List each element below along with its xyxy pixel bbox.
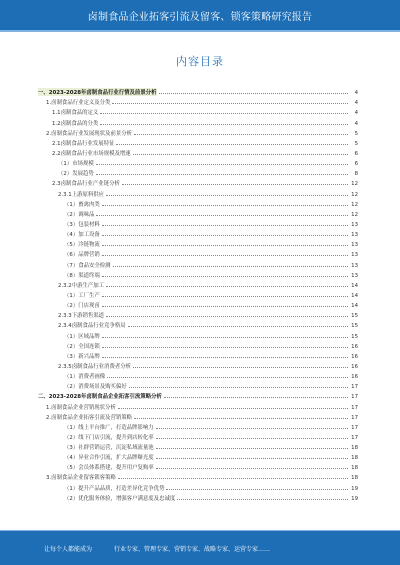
toc-entry[interactable] (38, 187, 358, 197)
toc-page-number: 12 (351, 211, 358, 218)
toc-dot-leader (118, 478, 348, 479)
toc-entry[interactable] (38, 492, 358, 502)
toc-entry[interactable] (38, 471, 358, 481)
toc-entry[interactable] (38, 269, 358, 279)
toc-page-number: 6 (354, 161, 358, 168)
toc-dot-leader (102, 225, 348, 226)
toc-entry-label: 2.3.5卤制食品行业消费者分析 (58, 363, 132, 370)
toc-page-number: 18 (351, 465, 358, 472)
toc-entry-label: 2.2卤制食品行业市场规模及增速 (52, 150, 131, 157)
toc-dot-leader (96, 215, 348, 216)
toc-entry-label: 一、2023-2028年卤制食品行业行情及前景分析 (38, 90, 157, 97)
footer-tagline: 行业专家、管理专家、营销专家、战略专家、运营专家…… (114, 545, 271, 553)
toc-entry-label: 2.3.1上游原料供应 (58, 191, 105, 198)
toc-dot-leader (102, 296, 348, 297)
toc-entry-label: （5）会员体系搭建，提升用户复购率 (64, 465, 154, 472)
toc-dot-leader (156, 468, 348, 469)
header-bar (0, 0, 400, 30)
toc-entry[interactable] (38, 167, 358, 177)
toc-page-number: 4 (354, 120, 358, 127)
toc-page-number: 16 (351, 374, 358, 381)
toc-entry-label: 2.1卤制食品行业发展特征 (52, 140, 115, 147)
toc-entry[interactable] (38, 279, 358, 289)
toc-entry[interactable] (38, 86, 358, 96)
toc-dot-leader (156, 458, 348, 459)
toc-entry-label: （3）包装材料 (64, 221, 100, 228)
toc-entry[interactable] (38, 137, 358, 147)
toc-entry-label: （1）消费者画像 (64, 374, 106, 381)
toc-entry-label: 2.卤制食品行业发展现状及前景分析 (46, 130, 133, 137)
toc-page-number: 17 (351, 394, 358, 401)
toc-entry-label: 2.卤制食品企业拓客引流及营销策略 (46, 414, 133, 421)
toc-page-number: 16 (351, 353, 358, 360)
toc-entry[interactable] (38, 481, 358, 491)
toc-entry-label: （1）提升产品品质，打造差异化竞争优势 (64, 485, 165, 492)
toc-entry-label: （4）异业合作引流，扩大品牌曝光度 (64, 455, 154, 462)
toc-page-number: 4 (354, 90, 358, 97)
toc-entry-label: （1）市场规模 (58, 161, 94, 168)
toc-page-number: 19 (351, 485, 358, 492)
toc-dot-leader (102, 255, 348, 256)
toc-entry[interactable] (38, 96, 358, 106)
toc-dot-leader (166, 489, 348, 490)
toc-heading: 内容目录 (176, 55, 224, 68)
toc-page-number: 14 (351, 303, 358, 310)
toc-entry-label: （2）调味品 (64, 211, 95, 218)
toc-page-number: 14 (351, 292, 358, 299)
toc-entry[interactable] (38, 461, 358, 471)
toc-dot-leader (96, 164, 348, 165)
toc-dot-leader (134, 134, 348, 135)
toc-dot-leader (102, 205, 348, 206)
toc-page-number: 13 (351, 221, 358, 228)
toc-page-number: 8 (354, 171, 358, 178)
toc-entry-label: （8）渠道终端 (64, 272, 100, 279)
toc-dot-leader (156, 438, 348, 439)
toc-entry[interactable] (38, 370, 358, 380)
toc-entry-label: （7）食品安全检测 (64, 262, 111, 269)
toc-entry-label: （1）区域品牌 (64, 333, 100, 340)
toc-entry-label: 2.3卤制食品行业产业链分析 (52, 181, 120, 188)
toc-entry-label: 1.2卤制食品的分类 (52, 120, 99, 127)
toc-page-number: 4 (354, 100, 358, 107)
toc-entry[interactable] (38, 299, 358, 309)
toc-page-number: 14 (351, 282, 358, 289)
toc-page-number: 16 (351, 363, 358, 370)
toc-entry[interactable] (38, 400, 358, 410)
toc-entry[interactable] (38, 319, 358, 329)
toc-entry[interactable] (38, 157, 358, 167)
toc-entry[interactable] (38, 441, 358, 451)
toc-dot-leader (122, 184, 348, 185)
toc-dot-leader (106, 316, 348, 317)
toc-dot-leader (102, 245, 348, 246)
toc-entry-label: （3）社群营销运营，沉淀私域流量池 (64, 445, 154, 452)
toc-dot-leader (156, 428, 348, 429)
toc-entry[interactable] (38, 451, 358, 461)
toc-entry[interactable] (38, 258, 358, 268)
toc-entry[interactable] (38, 208, 358, 218)
toc-entry-label: 1.卤制食品行业定义及分类 (46, 100, 111, 107)
toc-entry-label: （1）畜禽肉类 (64, 201, 100, 208)
toc-page-number: 18 (351, 455, 358, 462)
footer-slogan: 让每个人都能成为 (44, 545, 93, 553)
toc-page-number: 18 (351, 445, 358, 452)
toc-page-number: 6 (354, 150, 358, 157)
toc-dot-leader (133, 154, 348, 155)
toc-entry-label: （2）门店现卤 (64, 303, 100, 310)
toc-page-number: 5 (354, 130, 358, 137)
toc-entry[interactable] (38, 228, 358, 238)
toc-dot-leader (116, 144, 348, 145)
toc-entry-label: （1）工厂生产 (64, 292, 100, 299)
toc-entry[interactable] (38, 289, 358, 299)
toc-page-number: 17 (351, 414, 358, 421)
toc-entry[interactable] (38, 329, 358, 339)
toc-entry[interactable] (38, 147, 358, 157)
toc-dot-leader (112, 103, 348, 104)
toc-entry-label: （1）线上平台推广，打造品牌影响力 (64, 424, 154, 431)
toc-entry[interactable] (38, 198, 358, 208)
toc-entry-label: （4）加工设备 (64, 232, 100, 239)
toc-entry-label: 2.3.2中游生产加工 (58, 282, 105, 289)
header-divider (0, 30, 400, 32)
toc-page-number: 12 (351, 191, 358, 198)
toc-dot-leader (177, 499, 348, 500)
toc-entry[interactable] (38, 116, 358, 126)
toc-page-number: 12 (351, 201, 358, 208)
toc-page-number: 15 (351, 333, 358, 340)
toc-entry[interactable] (38, 360, 358, 370)
toc-entry[interactable] (38, 390, 358, 400)
toc-entry-label: 2.3.4卤制食品行业竞争格局 (58, 323, 126, 330)
toc-entry-label: 2.3.3下游销售渠道 (58, 313, 105, 320)
toc-dot-leader (96, 174, 348, 175)
toc-dot-leader (102, 347, 348, 348)
toc-page-number: 15 (351, 313, 358, 320)
toc-page-number: 13 (351, 252, 358, 259)
toc-entry[interactable] (38, 340, 358, 350)
table-of-contents (38, 86, 358, 502)
toc-page-number: 17 (351, 434, 358, 441)
toc-dot-leader (118, 408, 348, 409)
toc-entry-label: （2）消费场景及购买偏好 (64, 384, 127, 391)
toc-dot-leader (102, 337, 348, 338)
toc-entry[interactable] (38, 431, 358, 441)
toc-dot-leader (102, 357, 348, 358)
toc-entry[interactable] (38, 106, 358, 116)
toc-dot-leader (102, 306, 348, 307)
toc-page-number: 16 (351, 343, 358, 350)
toc-dot-leader (134, 418, 348, 419)
toc-page-number: 12 (351, 181, 358, 188)
toc-entry[interactable] (38, 421, 358, 431)
toc-dot-leader (107, 377, 348, 378)
toc-entry[interactable] (38, 218, 358, 228)
toc-dot-leader (100, 124, 348, 125)
toc-dot-leader (164, 397, 348, 398)
toc-page-number: 4 (354, 110, 358, 117)
toc-entry[interactable] (38, 309, 358, 319)
toc-dot-leader (156, 448, 348, 449)
toc-dot-leader (113, 266, 348, 267)
toc-entry[interactable] (38, 350, 358, 360)
toc-dot-leader (102, 276, 348, 277)
toc-dot-leader (102, 235, 348, 236)
toc-page-number: 13 (351, 272, 358, 279)
toc-page-number: 18 (351, 475, 358, 482)
toc-entry-label: （3）新兴品牌 (64, 353, 100, 360)
report-title: 卤制食品企业拓客引流及留客、锁客策略研究报告 (87, 11, 313, 23)
toc-dot-leader (159, 93, 349, 94)
toc-entry-label: （2）线下门店引流，提升到店转化率 (64, 434, 154, 441)
toc-entry-label: 1.1卤制食品的定义 (52, 110, 99, 117)
toc-entry-label: 3.卤制食品企业留客锁客策略 (46, 475, 116, 482)
toc-entry-label: （6）品牌营销 (64, 252, 100, 259)
toc-page-number: 19 (351, 495, 358, 502)
toc-entry[interactable] (38, 238, 358, 248)
toc-page-number: 17 (351, 404, 358, 411)
toc-entry-label: （2）发展趋势 (58, 171, 94, 178)
toc-entry[interactable] (38, 411, 358, 421)
toc-entry-label: （5）冷链物流 (64, 242, 100, 249)
toc-entry[interactable] (38, 177, 358, 187)
toc-entry-label: 二、2023-2028年卤制食品企业拓客引流策略分析 (38, 394, 162, 401)
toc-page-number: 13 (351, 242, 358, 249)
toc-entry[interactable] (38, 248, 358, 258)
toc-dot-leader (128, 326, 348, 327)
toc-page-number: 13 (351, 262, 358, 269)
toc-entry[interactable] (38, 380, 358, 390)
toc-dot-leader (133, 367, 348, 368)
toc-page-number: 5 (354, 140, 358, 147)
toc-dot-leader (106, 195, 348, 196)
toc-entry-label: （2）优化服务体验，增强客户满意度及忠诚度 (64, 495, 176, 502)
toc-dot-leader (100, 113, 348, 114)
toc-page-number: 13 (351, 232, 358, 239)
toc-entry[interactable] (38, 127, 358, 137)
footer-bar (0, 531, 400, 565)
toc-page-number: 15 (351, 323, 358, 330)
toc-page-number: 17 (351, 424, 358, 431)
toc-dot-leader (106, 286, 348, 287)
toc-entry-label: （2）全国连锁 (64, 343, 100, 350)
toc-dot-leader (129, 387, 348, 388)
toc-page-number: 17 (351, 384, 358, 391)
toc-entry-label: 1.卤制食品企业营销现状分析 (46, 404, 116, 411)
